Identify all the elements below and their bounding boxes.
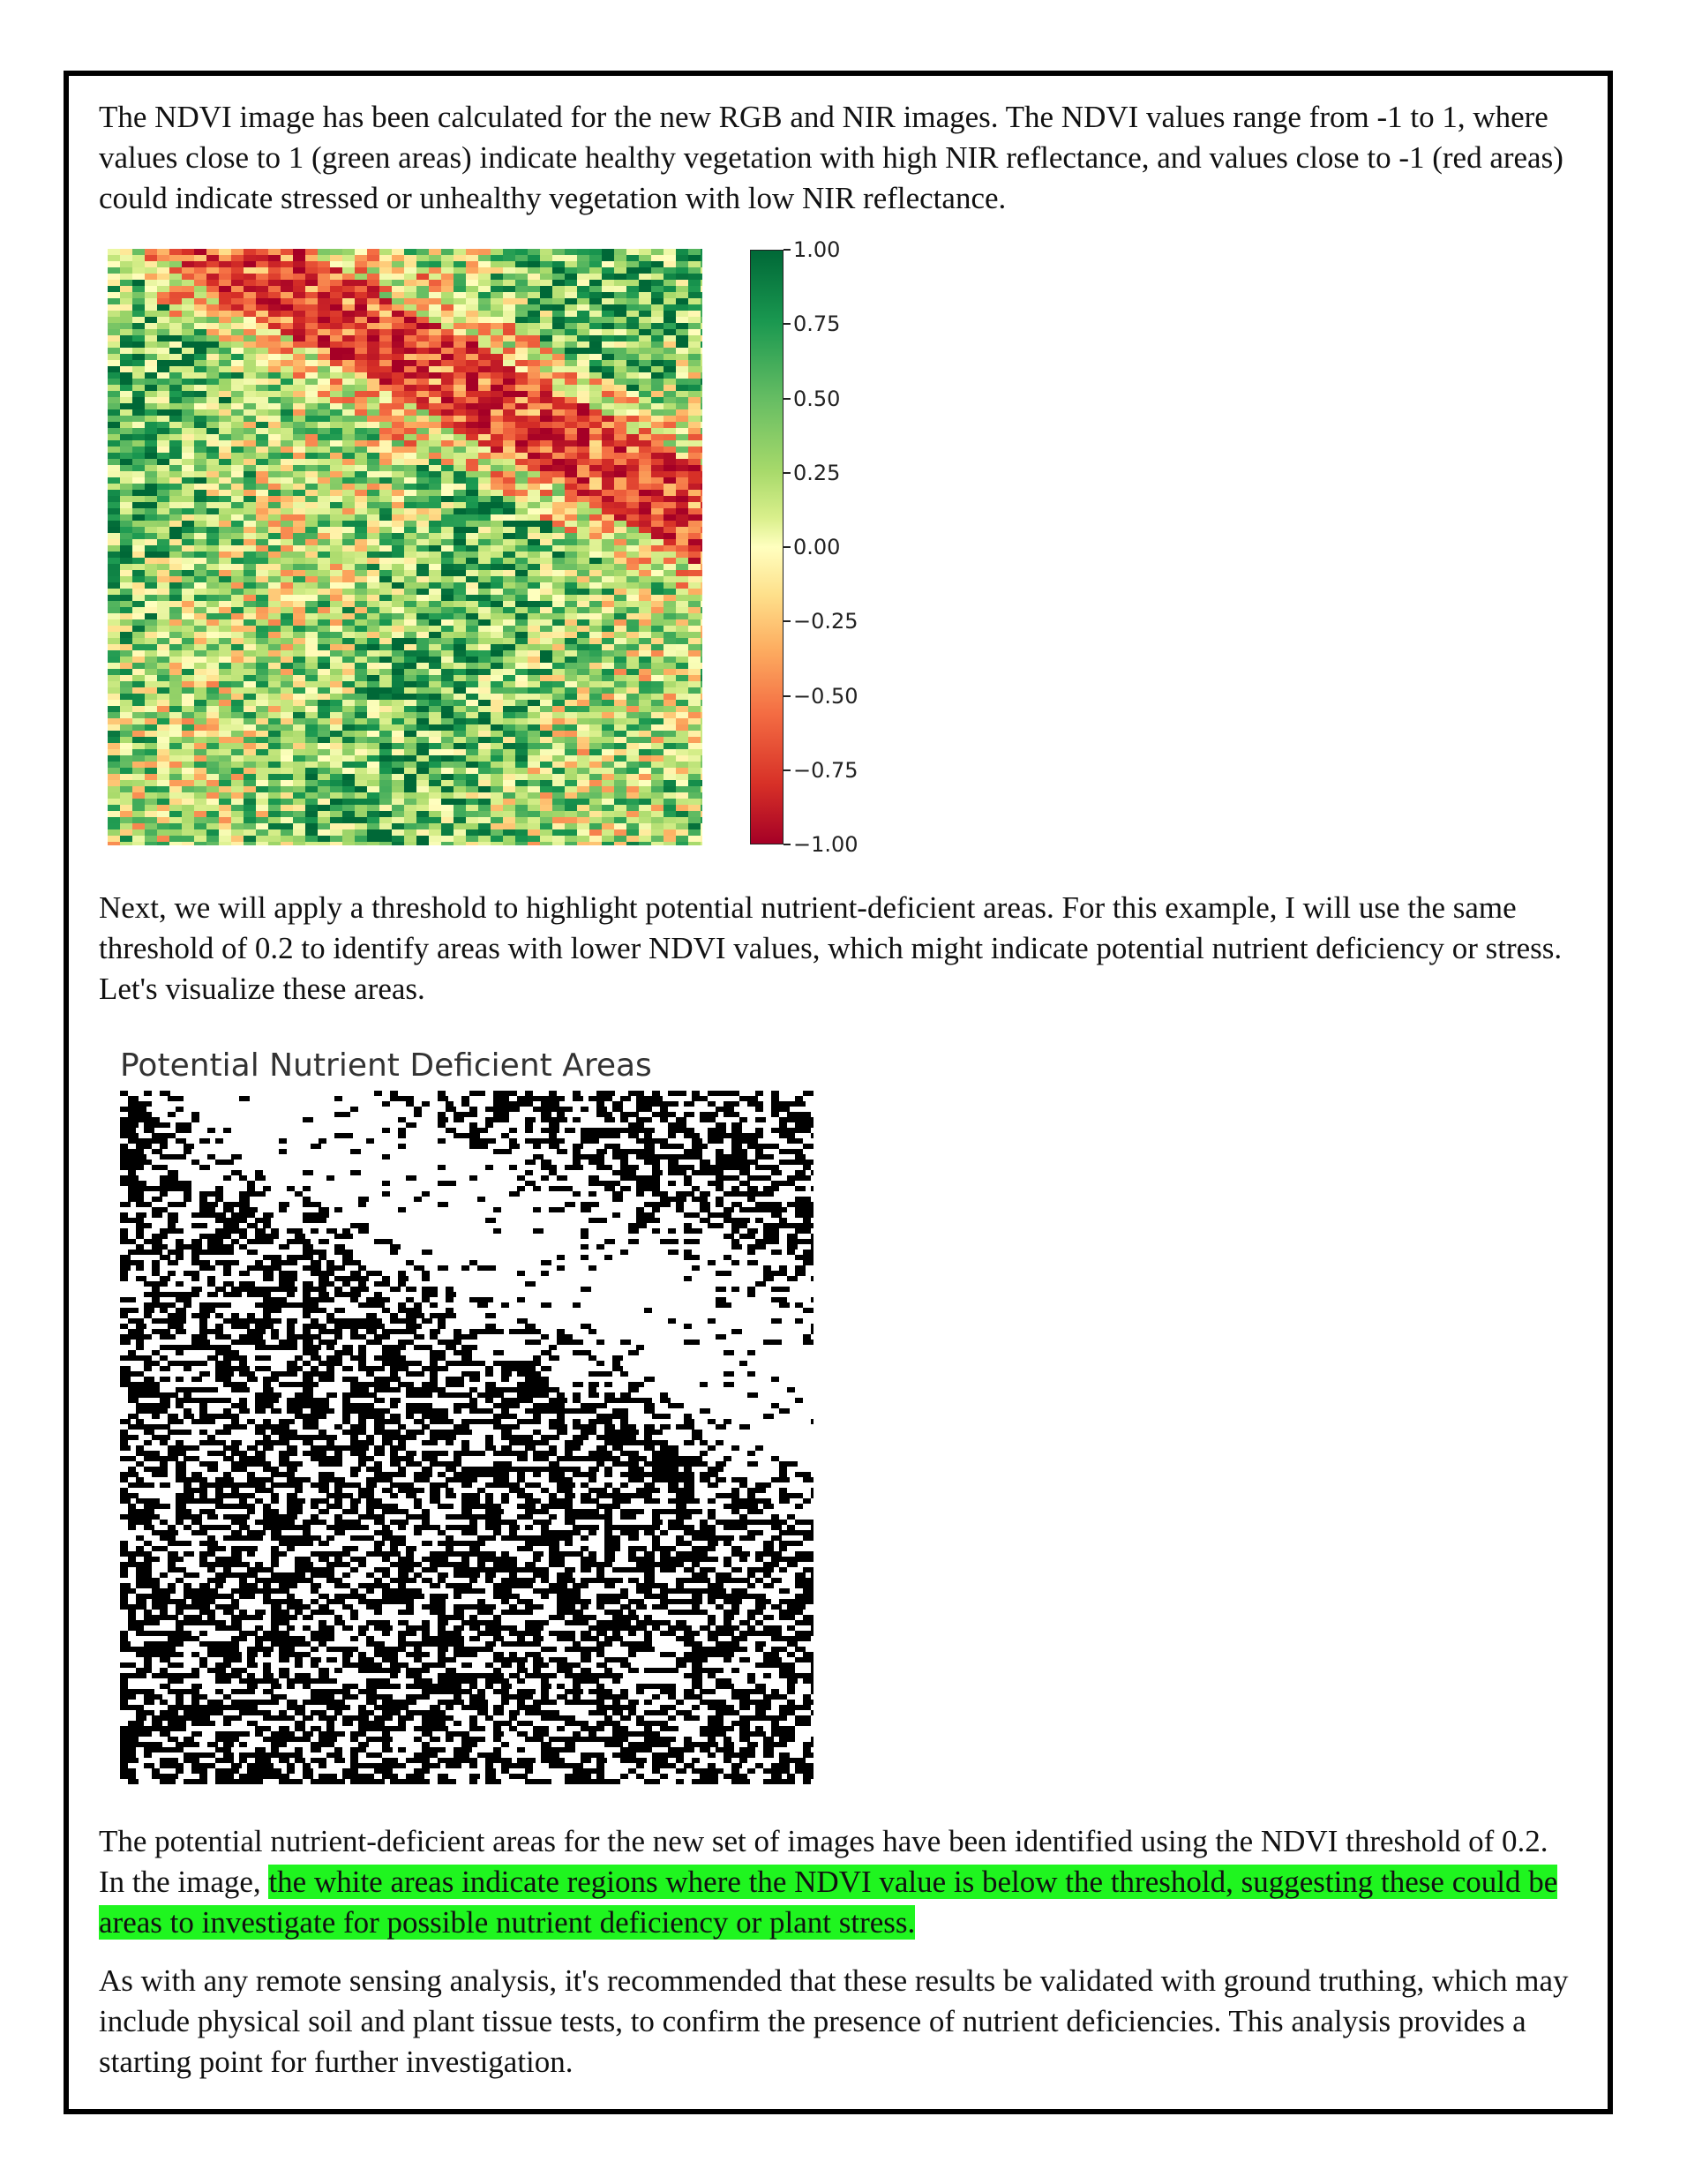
highlighted-finding: the white areas indicate regions where the NDVI value is below the threshold, suggesting these could be areas to investigate for possible nutrient deficiency or plant stress. bbox=[99, 1865, 1558, 1940]
colorbar-tick-label: −0.50 bbox=[793, 683, 858, 709]
colorbar-tick bbox=[784, 844, 791, 845]
closing-paragraph: As with any remote sensing analysis, it's recommended that these results be validated with ground truthing, which may include physical soil and plant tissue tests, to confirm the presence of nutrient deficiencies. This analysis provides a starting point for further investigation. bbox=[99, 1963, 1569, 2079]
colorbar-tick bbox=[784, 620, 791, 622]
colorbar-tick-label: −0.25 bbox=[793, 609, 858, 634]
result-paragraph bbox=[99, 1821, 1581, 1943]
ndvi-heatmap bbox=[108, 249, 702, 845]
colorbar-tick bbox=[784, 323, 791, 325]
threshold-paragraph: Next, we will apply a threshold to highlight potential nutrient-deficient areas. For this example, I will use the same threshold of 0.2 to identify areas with lower NDVI values, which might indicate potential nutrient deficiency or stress. Let's visualize these areas. bbox=[99, 890, 1563, 1006]
colorbar-tick-label: 0.00 bbox=[793, 535, 841, 559]
intro-paragraph: The NDVI image has been calculated for the new RGB and NIR images. The NDVI values range from -1 to 1, where values close to 1 (green areas) indicate healthy vegetation with high NIR reflectance, and values close to -1 (red areas) could indicate stressed or unhealthy vegetation with low NIR reflectance. bbox=[99, 100, 1563, 215]
colorbar-tick-label: 0.75 bbox=[793, 311, 841, 337]
ndvi-heatmap-canvas bbox=[108, 249, 702, 845]
colorbar-tick-label: 1.00 bbox=[793, 237, 841, 262]
colorbar-tick-label: 0.50 bbox=[793, 386, 841, 411]
deficient-areas-map bbox=[120, 1091, 814, 1784]
colorbar-tick bbox=[784, 695, 791, 697]
deficient-map-title: Potential Nutrient Deficient Areas bbox=[120, 1047, 652, 1084]
colorbar-tick-label: 0.25 bbox=[793, 460, 841, 485]
deficient-areas-canvas bbox=[120, 1091, 814, 1784]
ndvi-colorbar bbox=[750, 250, 784, 844]
deficient-texture bbox=[120, 1091, 814, 1784]
result-text: The potential nutrient-deficient areas for the new set of images have been identified using the NDVI threshold of 0.2. In the image, bbox=[99, 1824, 1548, 1899]
colorbar-tick-label: −0.75 bbox=[793, 757, 858, 783]
ndvi-texture bbox=[108, 249, 702, 845]
colorbar-tick bbox=[784, 472, 791, 474]
colorbar-tick bbox=[784, 249, 791, 251]
colorbar-tick bbox=[784, 546, 791, 548]
colorbar-tick-label: −1.00 bbox=[793, 832, 858, 857]
colorbar-tick bbox=[784, 769, 791, 771]
colorbar-tick bbox=[784, 398, 791, 400]
